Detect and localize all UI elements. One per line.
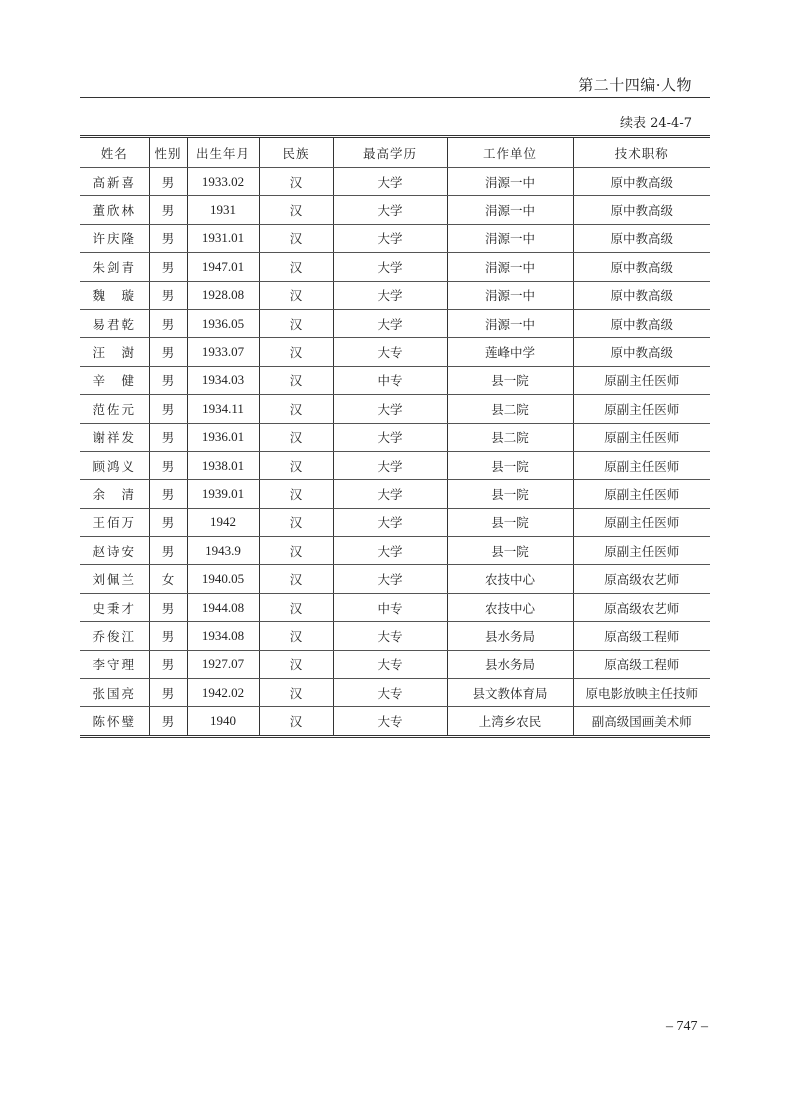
- cell-birth: 1931: [187, 196, 259, 224]
- cell-ethnicity: 汉: [259, 565, 333, 593]
- cell-sex: 男: [149, 508, 187, 536]
- cell-workplace: 县一院: [447, 366, 573, 394]
- cell-sex: 男: [149, 593, 187, 621]
- cell-ethnicity: 汉: [259, 309, 333, 337]
- cell-birth: 1931.01: [187, 224, 259, 252]
- cell-title: 原高级农艺师: [573, 593, 710, 621]
- cell-ethnicity: 汉: [259, 224, 333, 252]
- cell-title: 原副主任医师: [573, 508, 710, 536]
- cell-name: 顾鸿义: [80, 451, 149, 479]
- cell-sex: 男: [149, 395, 187, 423]
- cell-birth: 1942.02: [187, 679, 259, 707]
- cell-workplace: 县二院: [447, 423, 573, 451]
- cell-education: 大专: [333, 622, 447, 650]
- cell-birth: 1939.01: [187, 480, 259, 508]
- data-table: [80, 138, 710, 735]
- cell-sex: 男: [149, 196, 187, 224]
- cell-title: 原中教高级: [573, 168, 710, 196]
- cell-workplace: 农技中心: [447, 593, 573, 621]
- cell-workplace: 涓源一中: [447, 281, 573, 309]
- cell-sex: 男: [149, 423, 187, 451]
- cell-title: 原高级工程师: [573, 622, 710, 650]
- table-row: [80, 622, 710, 650]
- cell-education: 中专: [333, 366, 447, 394]
- cell-education: 大学: [333, 565, 447, 593]
- cell-title: 原电影放映主任技师: [573, 679, 710, 707]
- cell-title: 原中教高级: [573, 196, 710, 224]
- cell-ethnicity: 汉: [259, 537, 333, 565]
- table-row: [80, 309, 710, 337]
- cell-name: 汪 澍: [80, 338, 149, 366]
- cell-name: 范佐元: [80, 395, 149, 423]
- cell-education: 大学: [333, 309, 447, 337]
- cell-workplace: 涓源一中: [447, 196, 573, 224]
- cell-birth: 1936.05: [187, 309, 259, 337]
- table-row: [80, 650, 710, 678]
- cell-title: 原副主任医师: [573, 480, 710, 508]
- cell-education: 大学: [333, 480, 447, 508]
- cell-workplace: 县水务局: [447, 650, 573, 678]
- table-row: [80, 508, 710, 536]
- cell-name: 乔俊江: [80, 622, 149, 650]
- cell-sex: 男: [149, 480, 187, 508]
- personnel-table: [80, 135, 710, 738]
- cell-workplace: 涓源一中: [447, 309, 573, 337]
- column-header-title: 技术职称: [573, 138, 710, 168]
- page-number: – 747 –: [666, 1019, 708, 1034]
- cell-sex: 男: [149, 679, 187, 707]
- cell-birth: 1940.05: [187, 565, 259, 593]
- cell-workplace: 农技中心: [447, 565, 573, 593]
- table-body: [80, 168, 710, 735]
- table-header-row: [80, 138, 710, 168]
- table-caption: 续表 24-4-7: [619, 116, 692, 131]
- table-row: [80, 253, 710, 281]
- cell-birth: 1933.02: [187, 168, 259, 196]
- cell-title: 原中教高级: [573, 253, 710, 281]
- cell-education: 大学: [333, 196, 447, 224]
- cell-ethnicity: 汉: [259, 679, 333, 707]
- cell-education: 大学: [333, 253, 447, 281]
- table-row: [80, 196, 710, 224]
- column-header-sex: 性别: [149, 138, 187, 168]
- table-row: [80, 451, 710, 479]
- cell-workplace: 县一院: [447, 480, 573, 508]
- cell-name: 李守理: [80, 650, 149, 678]
- cell-education: 大学: [333, 537, 447, 565]
- cell-birth: 1934.08: [187, 622, 259, 650]
- cell-education: 大专: [333, 679, 447, 707]
- cell-name: 魏 璇: [80, 281, 149, 309]
- cell-sex: 男: [149, 168, 187, 196]
- cell-sex: 男: [149, 281, 187, 309]
- cell-sex: 男: [149, 366, 187, 394]
- cell-ethnicity: 汉: [259, 196, 333, 224]
- cell-ethnicity: 汉: [259, 366, 333, 394]
- column-header-education: 最高学历: [333, 138, 447, 168]
- cell-workplace: 涓源一中: [447, 168, 573, 196]
- cell-sex: 男: [149, 253, 187, 281]
- cell-ethnicity: 汉: [259, 593, 333, 621]
- cell-sex: 男: [149, 622, 187, 650]
- table-row: [80, 281, 710, 309]
- cell-workplace: 县一院: [447, 508, 573, 536]
- cell-name: 辛 健: [80, 366, 149, 394]
- cell-ethnicity: 汉: [259, 338, 333, 366]
- cell-ethnicity: 汉: [259, 451, 333, 479]
- cell-birth: 1940: [187, 707, 259, 735]
- cell-ethnicity: 汉: [259, 168, 333, 196]
- cell-sex: 男: [149, 451, 187, 479]
- cell-name: 史秉才: [80, 593, 149, 621]
- cell-ethnicity: 汉: [259, 707, 333, 735]
- cell-sex: 男: [149, 309, 187, 337]
- cell-sex: 男: [149, 224, 187, 252]
- cell-workplace: 涓源一中: [447, 253, 573, 281]
- cell-workplace: 县一院: [447, 451, 573, 479]
- cell-education: 大学: [333, 423, 447, 451]
- cell-name: 陈怀璧: [92, 714, 136, 730]
- cell-education: 大学: [333, 281, 447, 309]
- cell-sex: 男: [149, 537, 187, 565]
- cell-title: 原高级工程师: [573, 650, 710, 678]
- table-row: [80, 168, 710, 196]
- cell-education: 大学: [333, 451, 447, 479]
- cell-title: 副高级国画美术师: [573, 707, 710, 735]
- cell-name: 易君乾: [80, 309, 149, 337]
- cell-sex: 女: [149, 565, 187, 593]
- table-row: [80, 224, 710, 252]
- cell-birth: 1942: [187, 508, 259, 536]
- cell-ethnicity: 汉: [259, 650, 333, 678]
- cell-name: 谢祥发: [80, 423, 149, 451]
- table-row: [80, 593, 710, 621]
- cell-ethnicity: 汉: [259, 395, 333, 423]
- cell-title: 原高级农艺师: [573, 565, 710, 593]
- cell-ethnicity: 汉: [259, 508, 333, 536]
- cell-title: 原副主任医师: [573, 395, 710, 423]
- cell-workplace: 县二院: [447, 395, 573, 423]
- cell-education: 大专: [333, 338, 447, 366]
- cell-workplace: 县一院: [447, 537, 573, 565]
- table-row: [80, 565, 710, 593]
- cell-education: 大学: [333, 168, 447, 196]
- cell-name: 余 清: [80, 480, 149, 508]
- cell-title: 原中教高级: [573, 224, 710, 252]
- cell-name: 张国亮: [80, 679, 149, 707]
- running-head: 第二十四编·人物: [578, 76, 692, 94]
- cell-name: 董欣林: [80, 196, 149, 224]
- cell-name: 赵诗安: [80, 537, 149, 565]
- cell-ethnicity: 汉: [259, 622, 333, 650]
- column-header-name: 姓名: [80, 138, 149, 168]
- column-header-ethnicity: 民族: [259, 138, 333, 168]
- cell-workplace: 莲峰中学: [447, 338, 573, 366]
- table-bottom-rule: [80, 735, 710, 738]
- cell-title: 原副主任医师: [573, 366, 710, 394]
- cell-birth: 1933.07: [187, 338, 259, 366]
- table-row: [80, 707, 710, 735]
- cell-ethnicity: 汉: [259, 281, 333, 309]
- cell-title: 原中教高级: [573, 309, 710, 337]
- cell-sex: 男: [149, 650, 187, 678]
- cell-ethnicity: 汉: [259, 423, 333, 451]
- cell-name: 许庆隆: [80, 224, 149, 252]
- cell-education: 大专: [333, 650, 447, 678]
- cell-birth: 1934.03: [187, 366, 259, 394]
- cell-education: 大学: [333, 395, 447, 423]
- cell-ethnicity: 汉: [259, 480, 333, 508]
- cell-birth: 1947.01: [187, 253, 259, 281]
- cell-birth: 1928.08: [187, 281, 259, 309]
- cell-name: 刘佩兰: [80, 565, 149, 593]
- cell-education: 中专: [333, 593, 447, 621]
- table-row: [80, 480, 710, 508]
- header-rule: [80, 97, 710, 98]
- cell-education: 大学: [333, 224, 447, 252]
- cell-title: 原副主任医师: [573, 423, 710, 451]
- cell-name: 朱剑青: [80, 253, 149, 281]
- column-header-workplace: 工作单位: [447, 138, 573, 168]
- cell-title: 原副主任医师: [573, 537, 710, 565]
- cell-birth: 1927.07: [187, 650, 259, 678]
- cell-workplace: 县文教体育局: [447, 679, 573, 707]
- cell-name: 高新喜: [80, 168, 149, 196]
- table-row: [80, 423, 710, 451]
- cell-workplace: 涓源一中: [447, 224, 573, 252]
- table-row: [80, 366, 710, 394]
- cell-title: 原副主任医师: [573, 451, 710, 479]
- cell-birth: 1938.01: [187, 451, 259, 479]
- cell-title: 原中教高级: [573, 281, 710, 309]
- cell-ethnicity: 汉: [259, 253, 333, 281]
- cell-education: 大学: [333, 508, 447, 536]
- cell-name: 王佰万: [80, 508, 149, 536]
- cell-birth: 1936.01: [187, 423, 259, 451]
- cell-birth: 1943.9: [187, 537, 259, 565]
- cell-sex: 男: [149, 338, 187, 366]
- column-header-birth: 出生年月: [187, 138, 259, 168]
- cell-education: 大专: [333, 707, 447, 735]
- cell-birth: 1944.08: [187, 593, 259, 621]
- table-row: [80, 338, 710, 366]
- cell-workplace: 上湾乡农民: [447, 707, 573, 735]
- table-row: [80, 679, 710, 707]
- cell-workplace: 县水务局: [447, 622, 573, 650]
- table-row: [80, 395, 710, 423]
- cell-sex: 男: [149, 707, 187, 735]
- cell-birth: 1934.11: [187, 395, 259, 423]
- cell-title: 原中教高级: [573, 338, 710, 366]
- table-row: [80, 537, 710, 565]
